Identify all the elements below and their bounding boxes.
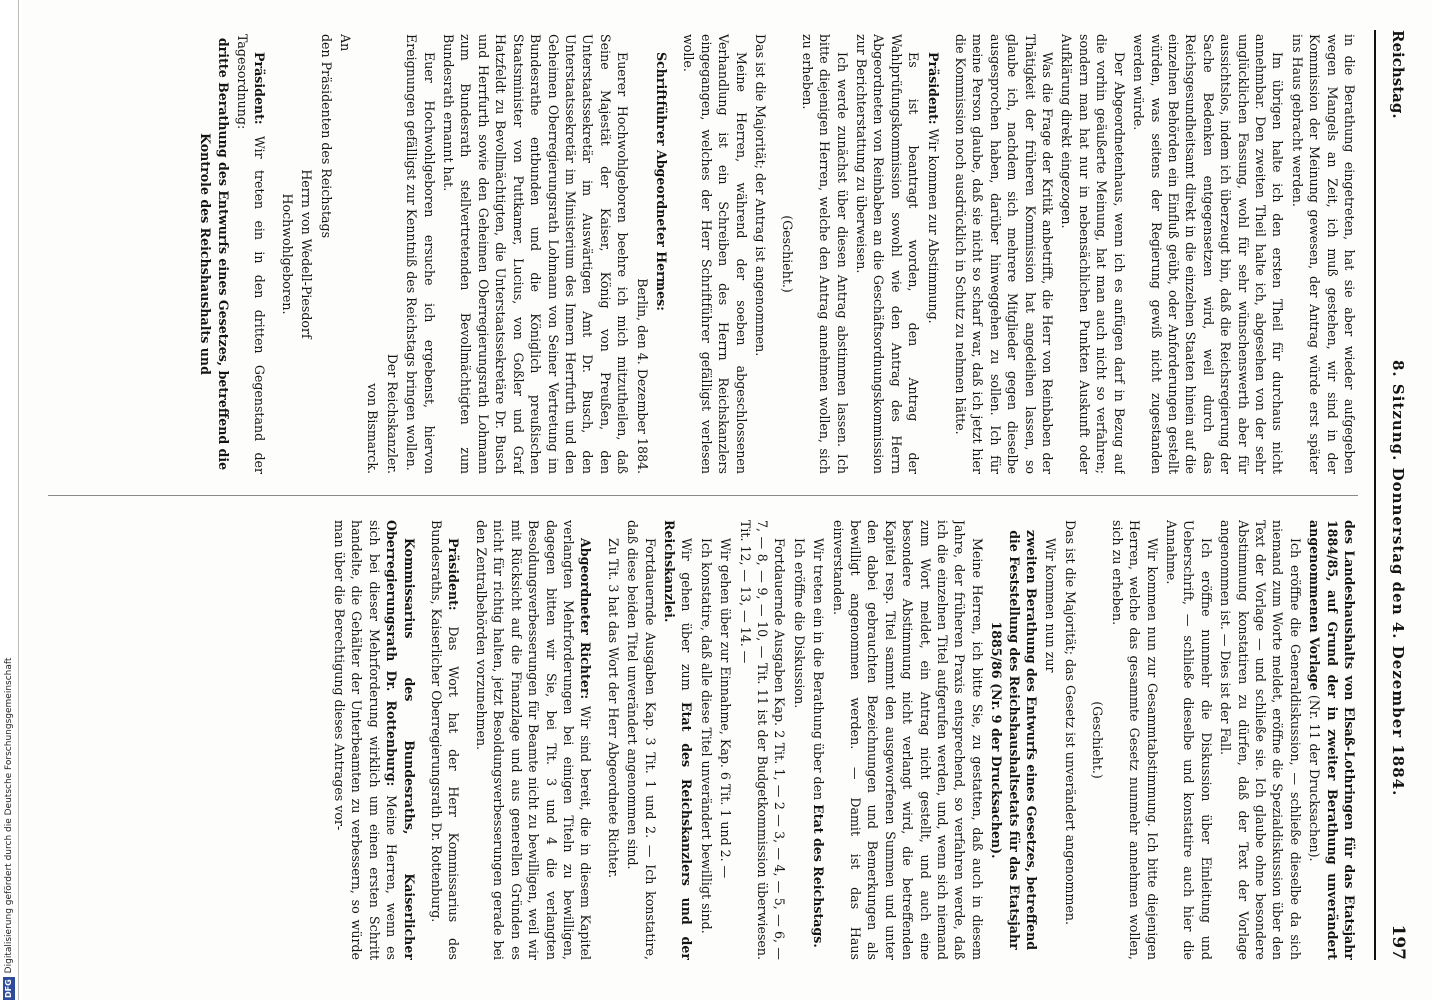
right-column-paragraph: Ich konstatire, daß alle diese Titel unverändert bewilligt sind.: [698, 538, 714, 934]
right-column-paragraph: Fortdauernde Ausgaben Kap. 3 Tit. 1 und 2. — Ich konstatire, daß diese beiden Titel unverändert angenommen sind.: [625, 520, 658, 960]
column-divider: [48, 495, 1358, 496]
left-column-paragraph: in die Berathung eingetreten, hat sie aber wieder aufgegeben wegen Mangels an Zeit, ich muß gestehen, wir sind in der Kommission der Meinung gewesen, der Antrag würde erst später ins Haus gebracht werden.: [1289, 34, 1357, 474]
right-column-paragraph: Wir treten ein in die Berathung über den Etat des Reichstags.: [811, 538, 827, 948]
left-column-paragraph: Der Reichskanzler.: [384, 353, 400, 474]
left-column-paragraph: Herrn von Wedell-Piesdorf: [299, 169, 315, 339]
right-column-paragraph: Abgeordneter Richter: Wir sind bereit, die in diesem Kapitel verlangten Mehrforderungen bei einigen Titeln zu bewilligen, dagegen bitten wir Sie, bei Tit. 3 und 4 die verlangten Besoldungsverbesserungen für Beamte nicht zu bewilligen, weil wir mit Rücksicht auf die Finanzlage und aus generellen Gründen es nicht für richtig halten, jetzt Besoldungsverbesserungen gerade bei den Zentralbehörden vorzunehmen.: [473, 520, 594, 960]
right-column-paragraph: Ich eröffne nunmehr die Diskussion über Einleitung und Ueberschrift, — schließe dieselbe und konstatire auch hier die Annahme.: [1163, 520, 1214, 960]
left-column-paragraph: dritte Berathung des Entwurfs eines Gesetzes, betreffend die Kontrole des Reichshaushalts und: [198, 37, 231, 471]
header-left: Reichstag.: [1389, 30, 1407, 119]
scan-frame: [22, 0, 1432, 1000]
right-column-paragraph: Wir kommen nun zur Gesammtabstimmung. Ich bitte diejenigen Herren, welche das gesammte Gesetz nunmehr annehmen wollen, sich zu erheben.: [1109, 520, 1160, 960]
left-column-paragraph: den Präsidenten des Reichstags: [318, 34, 334, 239]
right-column-paragraph: des Landeshaushalts von Elsaß-Lothringen für das Etatsjahr 1884/85, auf Grund der in zweiter Berathung unverändert angenommenen Vorlage (Nr. 11 der Drucksachen).: [1307, 520, 1357, 960]
left-column-paragraph: Schriftführer Abgeordneter Hermes:: [653, 52, 669, 311]
dfg-logo: DFG: [4, 979, 13, 998]
left-column-paragraph: Hochwohlgeboren.: [279, 193, 295, 315]
right-column-paragraph: Zu Tit. 3 hat das Wort der Herr Abgeordnete Richter.: [605, 538, 621, 879]
left-column-paragraph: von Bismarck.: [365, 383, 381, 474]
right-column-paragraph: Das ist die Majorität; das Gesetz ist unverändert angenommen.: [1062, 520, 1078, 926]
header-session: 8. Sitzung. Donnerstag den 4. Dezember 1884.: [1389, 360, 1407, 797]
right-column-paragraph: Kommissarius des Bundesraths, Kaiserlicher Oberregierungsrath Dr. Rottenburg: Meine Herren, wenn es sich bei dieser Mehrforderung wirklich um einen ersten Schritt handelte, die Gehälter der Unterbeamten zu verbessern, so würde man über die Berechtigung dieses Antrages vor-: [332, 520, 417, 960]
left-column: [42, 34, 1358, 474]
right-column-paragraph: Präsident: Das Wort hat der Herr Kommissarius des Bundesraths, Kaiserlicher Oberregierungsrath Dr. Rottenburg.: [429, 520, 462, 960]
left-column-paragraph: Der Abgeordnetenhaus, wenn ich es anfügen darf in Bezug auf die vorhin geäußerte Meinung, hat man auch nicht so verfahren; sondern man hat nur in nebensächlichen Punkten Auskunft oder Aufklärung direkt eingezogen.: [1059, 34, 1127, 474]
scanned-page: [22, 0, 1432, 1000]
left-column-paragraph: Ich werde zunächst über diesen Antrag abstimmen lassen. Ich bitte diejenigen Herren, welche den Antrag annehmen wollen, sich zu erheben.: [799, 34, 850, 474]
right-column: [42, 520, 1358, 960]
left-column-paragraph: Es ist beantragt worden, den Antrag der Wahlprüfungskommission sowohl wie den Antrag des Herrn Abgeordneten von Reinbaben an die Geschäftsordnungskommission zur Berichterstattung zu überweisen.: [854, 34, 922, 474]
right-column-paragraph: Ich eröffne die Generaldiskussion, — schließe dieselbe da sich niemand zum Worte meldet, eröffne die Spezialdiskussion über den Text der Vorlage — und schließe sie. Ich glaube ohne besondere Abstimmung konstatiren zu dürfen, daß der Text der Vorlage angenommen ist. — Dies ist der Fall.: [1218, 520, 1303, 960]
right-column-paragraph: zweiten Berathung des Entwurfs eines Gesetzes, betreffend die Feststellung des Reichshaushaltsetats für das Etatsjahr 1885/86 (Nr. 9 der Drucksachen).: [989, 529, 1040, 951]
right-column-paragraph: Wir kommen nun zur: [1043, 538, 1059, 673]
left-column-paragraph: Das ist die Majorität; der Antrag ist angenommen.: [753, 34, 768, 357]
left-column-paragraph: Berlin, den 4. Dezember 1884.: [634, 278, 650, 474]
right-column-paragraph: Wir gehen über zur Einnahme, Kap. 6 Tit. 1 und 2. —: [718, 538, 734, 879]
left-column-paragraph: An: [338, 34, 354, 52]
left-column-paragraph: Euer Hochwohlgeboren ersuche ich ergebenst, hiervon Ereignungen gefälligst zur Kenntniß des Reichstags bringen wollen.: [404, 34, 437, 474]
right-column-paragraph: Fortdauernde Ausgaben Kap. 2 Tit. 1, — 2 — 3, — 4, — 5, — 6, — 7, — 8, — 9, — 10, — Tit. 11 ist der Budgetkommission überwiesen. Tit. 12, — 13, — 14. —: [737, 520, 788, 960]
right-column-paragraph: Meine Herren, ich bitte Sie, zu gestatten, daß auch in diesem Jahre, der früheren Praxis entsprechend, so verfahren werde, daß ich die einzelnen Titel aufgerufen werden, und, wenn sich niemand zum Wort meldet, ein Antrag nicht gestellt, und auch eine besondere Abstimmung nicht verlangt wird, die betreffenden Kapitel resp. Titel sammt den ausgeworfenen Summen und unter den dabei gebrauchten Bezeichnungen und Bemerkungen als bewilligt angenommen werden. — Damit ist das Haus einverstanden.: [830, 520, 985, 960]
digitization-credit: [3, 0, 15, 1000]
right-column-paragraph: Ich eröffne die Diskussion.: [791, 538, 807, 709]
left-column-paragraph: Meine Herren, während der soeben abgeschlossenen Verhandlung ist ein Schreiben des Herrn Reichskanzlers eingegangen, welches der Herr Schriftführer gefälligst verlesen wolle.: [681, 34, 749, 474]
right-column-paragraph: (Geschieht.): [1090, 701, 1106, 779]
credit-text: Digitalisierung gefördert durch die Deutsche Forschungsgemeinschaft: [4, 657, 14, 974]
left-column-paragraph: Präsident: Wir treten ein in den dritten Gegenstand der Tagesordnung:: [235, 34, 268, 474]
page-number: 197: [1388, 924, 1408, 960]
left-column-paragraph: Im übrigen halte ich den ersten Theil für durchaus nicht annehmbar. Den zweiten Theil halte ich, abgesehen von der sehr unglücklichen Fassung, wohl für sehr wünschenswerth aber für aussichtslos, indem ich überzeugt bin, daß die Reichsregierung der Sache Bedenken entgegensetzen wird, weil durch das Reichsgesundheitsamt direkt in die einzelnen Staaten hinein auf die einzelnen Behörden ein Einfluß geübt, oder Anforderungen gestellt würden, was seitens der Regierung gewiß nicht zugestanden werden würde.: [1131, 34, 1286, 474]
left-column-paragraph: Präsident: Wir kommen zur Abstimmung.: [925, 52, 941, 324]
right-column-paragraph: Wir gehen über zum Etat des Reichskanzlers und der Reichskanzlei.: [661, 520, 695, 960]
left-column-paragraph: Was die Frage der Kritik anbetrifft, die Herr von Reinbaben der Thätigkeit der früheren Kommission hat angedeihen lassen, so glaube ich, nachdem sich mehrere Mitglieder gegen dieselbe ausgesprochen haben, darüber hinweggehen zu sollen. Ich für meine Person glaube, daß sie nicht so scharf war, daß ich jetzt hier die Kommission noch ausdrücklich in Schutz zu nehmen hätte.: [953, 34, 1056, 474]
page-header: [1374, 30, 1420, 960]
left-column-paragraph: (Geschieht.): [780, 215, 796, 293]
left-column-paragraph: Euerer Hochwohlgeboren beehre ich mich mitzutheilen, daß Seine Majestät der Kaiser, König von Preußen, den Unterstaatssekretär im Auswärtigen Amt Dr. Busch, den Unterstaatssekretär im Ministerium des Innern Herrfurth und den Geheimen Oberregierungsrath Lohmann von Seiner Vertretung im Bundesrathe entbunden und die Königlich preußischen Staatsminister von Puttkamer, Lucius, von Goßler und Graf Hatzfeldt zu Bevollmächtigten, die Unterstaatssekretäre Dr. Busch und Herrfurth sowie den Geheimen Oberregierungsrath Lohmann zum Bundesrath stellvertretenden Bevollmächtigten zum Bundesrath ernannt hat.: [441, 34, 631, 474]
